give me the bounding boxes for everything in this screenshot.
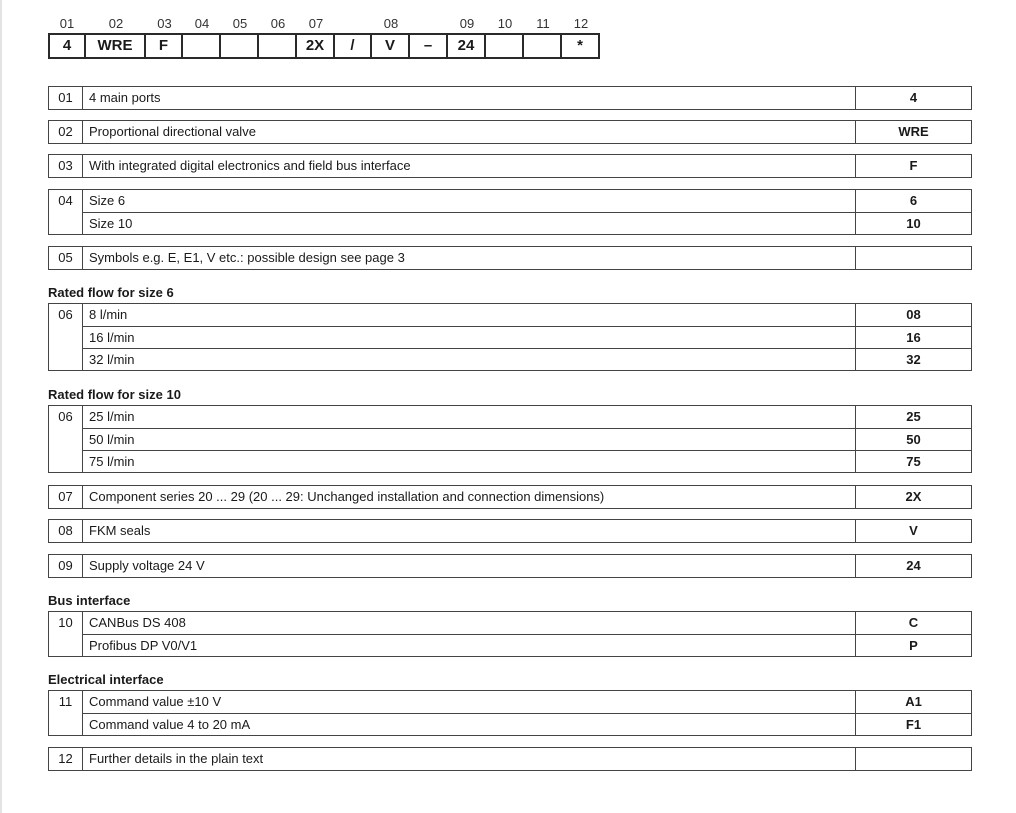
section-title: Rated flow for size 6 — [48, 285, 174, 300]
spec-description: Size 10 — [89, 216, 133, 231]
spec-row — [49, 87, 971, 109]
spec-code-value — [855, 748, 971, 770]
spec-position-number: 10 — [49, 612, 83, 656]
code-position-label: 06 — [270, 16, 286, 31]
spec-description: FKM seals — [89, 523, 151, 538]
spec-row — [49, 326, 971, 348]
spec-position-number: 06 — [49, 406, 83, 472]
spec-row — [49, 450, 971, 472]
section-title: Electrical interface — [48, 672, 164, 687]
spec-group-04 — [48, 189, 972, 235]
spec-block — [48, 611, 972, 657]
spec-position-number: 01 — [49, 87, 83, 109]
spec-description: 32 l/min — [89, 352, 135, 367]
spec-code-value: 10 — [855, 213, 971, 235]
code-position-label: 04 — [194, 16, 210, 31]
spec-code-value: F1 — [855, 714, 971, 736]
spec-code-value — [855, 247, 971, 269]
code-box: / — [335, 35, 372, 57]
ordering-code-box-row — [48, 33, 600, 59]
code-box: F — [146, 35, 183, 57]
code-box: V — [372, 35, 410, 57]
spec-row — [49, 555, 971, 577]
spec-row — [49, 212, 971, 234]
spec-description: Command value ±10 V — [89, 694, 222, 709]
spec-block — [48, 154, 972, 178]
spec-position-number: 02 — [49, 121, 83, 143]
spec-row — [49, 304, 971, 326]
spec-code-value: 6 — [855, 190, 971, 212]
spec-code-value: 2X — [855, 486, 971, 508]
ordering-code-position-row — [48, 15, 600, 33]
code-position-label — [410, 15, 448, 33]
spec-row — [49, 486, 971, 508]
spec-position-number: 12 — [49, 748, 83, 770]
code-position-label: 10 — [497, 16, 513, 31]
code-box — [221, 35, 259, 57]
spec-code-value: V — [855, 520, 971, 542]
spec-description: Command value 4 to 20 mA — [89, 717, 251, 732]
spec-block — [48, 120, 972, 144]
code-box — [524, 35, 562, 57]
spec-group-03 — [48, 154, 972, 178]
code-position-label: 12 — [573, 16, 589, 31]
spec-group-09 — [48, 554, 972, 578]
spec-row — [49, 428, 971, 450]
spec-code-value: 32 — [855, 349, 971, 371]
spec-description: Component series 20 ... 29 (20 ... 29: Unchanged installation and connection dimensions) — [89, 489, 605, 504]
spec-description: 50 l/min — [89, 432, 135, 447]
code-box: 4 — [48, 35, 86, 57]
code-position-label: 08 — [383, 16, 399, 31]
section-title: Rated flow for size 10 — [48, 387, 181, 402]
spec-code-value: F — [855, 155, 971, 177]
spec-block — [48, 303, 972, 371]
spec-description: 4 main ports — [89, 90, 161, 105]
code-position-label: 02 — [108, 16, 124, 31]
spec-row — [49, 612, 971, 634]
code-box: 24 — [448, 35, 486, 57]
spec-row — [49, 121, 971, 143]
spec-code-value: WRE — [855, 121, 971, 143]
code-position-label: 11 — [536, 16, 550, 31]
spec-group-06 — [48, 303, 972, 371]
spec-position-number: 08 — [49, 520, 83, 542]
spec-block — [48, 747, 972, 771]
spec-group-07 — [48, 485, 972, 509]
spec-position-number: 03 — [49, 155, 83, 177]
code-box: 2X — [297, 35, 335, 57]
spec-code-value: 16 — [855, 327, 971, 349]
spec-row — [49, 247, 971, 269]
spec-code-value: P — [855, 635, 971, 657]
code-position-label: 03 — [157, 16, 172, 31]
spec-group-10 — [48, 611, 972, 657]
spec-block — [48, 690, 972, 736]
spec-group-11 — [48, 690, 972, 736]
spec-row — [49, 520, 971, 542]
spec-block — [48, 519, 972, 543]
spec-description: Symbols e.g. E, E1, V etc.: possible design see page 3 — [89, 250, 405, 265]
spec-description: CANBus DS 408 — [89, 615, 186, 630]
spec-block — [48, 189, 972, 235]
spec-row — [49, 406, 971, 428]
code-box: WRE — [86, 35, 146, 57]
spec-description: With integrated digital electronics and field bus interface — [89, 158, 411, 173]
spec-group-05 — [48, 246, 972, 270]
spec-block — [48, 554, 972, 578]
spec-code-value: 25 — [855, 406, 971, 428]
spec-group-01 — [48, 86, 972, 110]
spec-description: Proportional directional valve — [89, 124, 256, 139]
spec-description: Further details in the plain text — [89, 751, 264, 766]
code-box — [259, 35, 297, 57]
spec-block — [48, 485, 972, 509]
spec-position-number: 05 — [49, 247, 83, 269]
spec-group-08 — [48, 519, 972, 543]
spec-code-value: 08 — [855, 304, 971, 326]
spec-group-06 — [48, 405, 972, 473]
ordering-code — [48, 15, 600, 59]
spec-position-number: 06 — [49, 304, 83, 370]
code-position-label: 07 — [308, 16, 324, 31]
section-title: Bus interface — [48, 593, 131, 608]
spec-group-02 — [48, 120, 972, 144]
spec-description: Supply voltage 24 V — [89, 558, 205, 573]
spec-block — [48, 405, 972, 473]
spec-group-12 — [48, 747, 972, 771]
spec-code-value: C — [855, 612, 971, 634]
spec-position-number: 04 — [49, 190, 83, 234]
page-edge-rule — [0, 0, 2, 813]
spec-description: 16 l/min — [89, 330, 135, 345]
spec-code-value: A1 — [855, 691, 971, 713]
spec-position-number: 09 — [49, 555, 83, 577]
spec-code-value: 4 — [855, 87, 971, 109]
code-position-label — [335, 15, 372, 33]
spec-position-number: 11 — [49, 691, 83, 735]
spec-block — [48, 246, 972, 270]
spec-row — [49, 348, 971, 370]
spec-description: Profibus DP V0/V1 — [89, 638, 198, 653]
code-box — [486, 35, 524, 57]
spec-position-number: 07 — [49, 486, 83, 508]
spec-description: Size 6 — [89, 193, 126, 208]
spec-code-value: 24 — [855, 555, 971, 577]
spec-row — [49, 748, 971, 770]
spec-code-value: 75 — [855, 451, 971, 473]
code-box — [183, 35, 221, 57]
code-position-label: 05 — [232, 16, 248, 31]
code-box: – — [410, 35, 448, 57]
spec-code-value: 50 — [855, 429, 971, 451]
code-box: * — [562, 35, 600, 57]
spec-description: 25 l/min — [89, 409, 135, 424]
spec-row — [49, 691, 971, 713]
spec-row — [49, 713, 971, 735]
spec-row — [49, 155, 971, 177]
code-position-label: 09 — [459, 16, 475, 31]
code-position-label: 01 — [59, 16, 75, 31]
spec-block — [48, 86, 972, 110]
spec-row — [49, 634, 971, 656]
spec-row — [49, 190, 971, 212]
spec-description: 8 l/min — [89, 307, 128, 322]
spec-description: 75 l/min — [89, 454, 135, 469]
